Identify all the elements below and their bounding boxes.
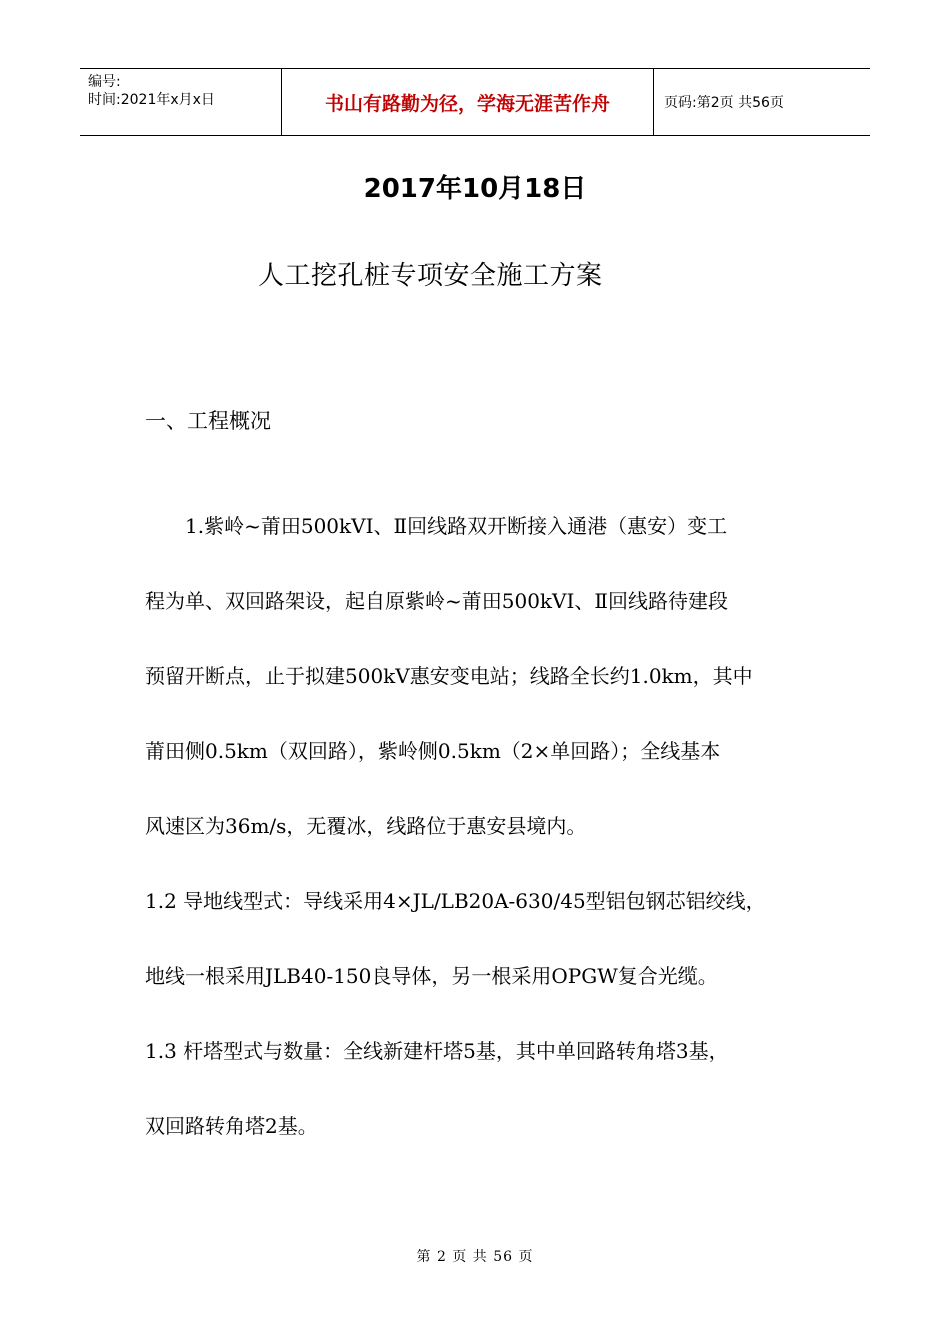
body-line: 莆田侧0.5km（双回路），紫岭侧0.5km（2×单回路）；全线基本 — [145, 739, 721, 763]
time-label: 时间:2021年x月x日 — [88, 92, 215, 108]
header-motto: 书山有路勤为径，学海无涯苦作舟 — [282, 69, 654, 135]
header-meta — [80, 69, 282, 135]
body-line: 双回路转角塔2基。 — [145, 1114, 318, 1138]
section-heading: 一、工程概况 — [145, 409, 271, 433]
body-line: 程为单、双回路架设，起自原紫岭~莆田500kVⅠ、Ⅱ回线路待建段 — [145, 589, 728, 613]
body-line: 预留开断点，止于拟建500kV惠安变电站；线路全长约1.0km，其中 — [145, 664, 753, 688]
page-footer: 第 2 页 共 56 页 — [416, 1249, 534, 1265]
body-line: 1.紫岭~莆田500kVⅠ、Ⅱ回线路双开断接入通港（惠安）变工 — [145, 514, 728, 538]
body-line: 1.3 杆塔型式与数量：全线新建杆塔5基，其中单回路转角塔3基， — [145, 1039, 729, 1063]
header-page-info: 页码:第2页 共56页 — [664, 95, 784, 111]
page-header — [80, 68, 870, 136]
body-line: 1.2 导地线型式：导线采用4×JL/LB20A-630/45型铝包钢芯铝绞线， — [145, 889, 766, 913]
body-line: 地线一根采用JLB40-150良导体，另一根采用OPGW复合光缆。 — [145, 964, 718, 988]
code-label: 编号: — [88, 74, 121, 90]
body-line: 风速区为36m/s，无覆冰，线路位于惠安县境内。 — [145, 814, 587, 838]
body-text — [145, 508, 825, 1183]
document-date: 2017年10月18日 — [363, 174, 587, 204]
document-title: 人工挖孔桩专项安全施工方案 — [258, 261, 603, 291]
